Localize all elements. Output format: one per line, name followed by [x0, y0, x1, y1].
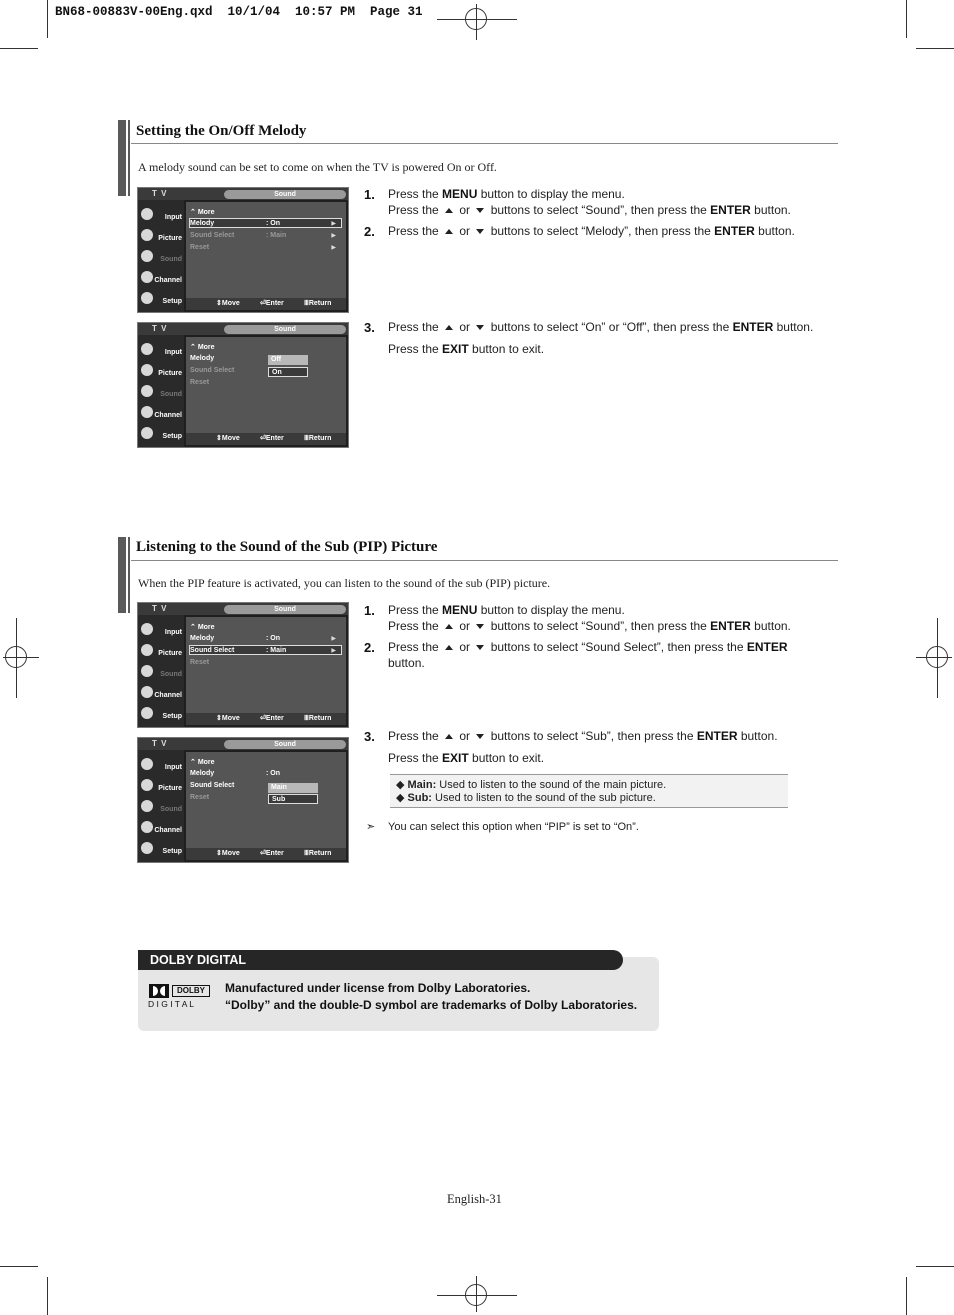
page-number: English-31	[447, 1192, 502, 1206]
picture-icon	[141, 364, 153, 376]
input-icon	[141, 758, 153, 770]
up-arrow-icon	[445, 624, 453, 629]
step-text: Press the or buttons to select “Melody”, then press the ENTER button.	[388, 224, 795, 238]
exit-text: Press the EXIT button to exit.	[388, 342, 545, 356]
picture-icon	[141, 644, 153, 656]
sound-icon	[141, 385, 153, 397]
channel-icon	[141, 821, 153, 833]
input-icon	[141, 343, 153, 355]
up-arrow-icon	[445, 325, 453, 330]
print-header: BN68-00883V-00Eng.qxd 10/1/04 10:57 PM Page 31	[55, 5, 423, 19]
section-intro: When the PIP feature is activated, you can listen to the sound of the sub (PIP) picture.	[138, 576, 551, 590]
up-arrow-icon	[445, 734, 453, 739]
exit-text: Press the EXIT button to exit.	[388, 751, 545, 765]
section-title: Setting the On/Off Melody	[136, 123, 307, 139]
section-rule	[131, 143, 838, 144]
down-arrow-icon	[476, 208, 484, 213]
step-number: 1.	[364, 603, 375, 618]
note-box: ◆ Main: Used to listen to the sound of the main picture. ◆ Sub: Used to listen to the sound of the sub picture.	[390, 774, 788, 808]
step-number: 2.	[364, 224, 375, 239]
step-text: Press the MENU button to display the menu. Press the or buttons to select “Sound”, then press the ENTER button.	[388, 603, 791, 633]
up-arrow-icon	[445, 208, 453, 213]
down-arrow-icon	[476, 645, 484, 650]
sound-icon	[141, 250, 153, 262]
step-text: Press the or buttons to select “Sub”, then press the ENTER button.	[388, 729, 778, 743]
down-arrow-icon	[476, 325, 484, 330]
picture-icon	[141, 229, 153, 241]
step-text: Press the or buttons to select “On” or “Off”, then press the ENTER button.	[388, 320, 814, 334]
step-number: 1.	[364, 187, 375, 202]
channel-icon	[141, 686, 153, 698]
dolby-logo: DOLBY D I G I T A L	[147, 983, 213, 1011]
sound-icon	[141, 800, 153, 812]
input-icon	[141, 208, 153, 220]
picture-icon	[141, 779, 153, 791]
section-rule	[131, 560, 838, 561]
tv-menu-screenshot: T V Sound Input Picture Sound Channel Setup ⌃ More Melody : On ▶ Sound Select : Main ▶ Reset ▶ ⇕Move ⏎Enter ⅢReturn	[137, 187, 349, 313]
down-arrow-icon	[476, 624, 484, 629]
sound-icon	[141, 665, 153, 677]
setup-icon	[141, 427, 153, 439]
dolby-text: Manufactured under license from Dolby Laboratories. “Dolby” and the double-D symbol are trademarks of Dolby Laboratories.	[225, 981, 638, 1012]
down-arrow-icon	[476, 734, 484, 739]
step-text: Press the MENU button to display the menu. Press the or buttons to select “Sound”, then press the ENTER button.	[388, 187, 791, 217]
section-title: Listening to the Sound of the Sub (PIP) Picture	[136, 539, 438, 555]
up-arrow-icon	[445, 645, 453, 650]
tip-icon: ➣	[366, 821, 376, 833]
step-number: 2.	[364, 640, 375, 655]
tv-menu-screenshot: T V Sound Input Picture Sound Channel Setup ⌃ More Melody : On Sound Select Main Reset Sub ⇕Move ⏎Enter ⅢReturn	[137, 737, 349, 863]
step-text: Press the or buttons to select “Sound Select”, then press the ENTER button.	[388, 640, 788, 670]
up-arrow-icon	[445, 229, 453, 234]
section-bar	[118, 120, 130, 196]
tip-text: You can select this option when “PIP” is set to “On”.	[388, 821, 639, 833]
channel-icon	[141, 271, 153, 283]
section-intro: A melody sound can be set to come on when the TV is powered On or Off.	[138, 160, 497, 174]
tv-menu-screenshot: T V Sound Input Picture Sound Channel Setup ⌃ More Melody Off Sound Select On Reset ⇕Move ⏎Enter ⅢReturn	[137, 322, 349, 448]
step-number: 3.	[364, 320, 375, 335]
step-number: 3.	[364, 729, 375, 744]
section-bar	[118, 537, 130, 613]
input-icon	[141, 623, 153, 635]
setup-icon	[141, 707, 153, 719]
setup-icon	[141, 292, 153, 304]
down-arrow-icon	[476, 229, 484, 234]
setup-icon	[141, 842, 153, 854]
dolby-heading: DOLBY DIGITAL	[138, 950, 623, 970]
tv-menu-screenshot: T V Sound Input Picture Sound Channel Setup ⌃ More Melody : On ▶ Sound Select : Main ▶ Reset ⇕Move ⏎Enter ⅢReturn	[137, 602, 349, 728]
channel-icon	[141, 406, 153, 418]
